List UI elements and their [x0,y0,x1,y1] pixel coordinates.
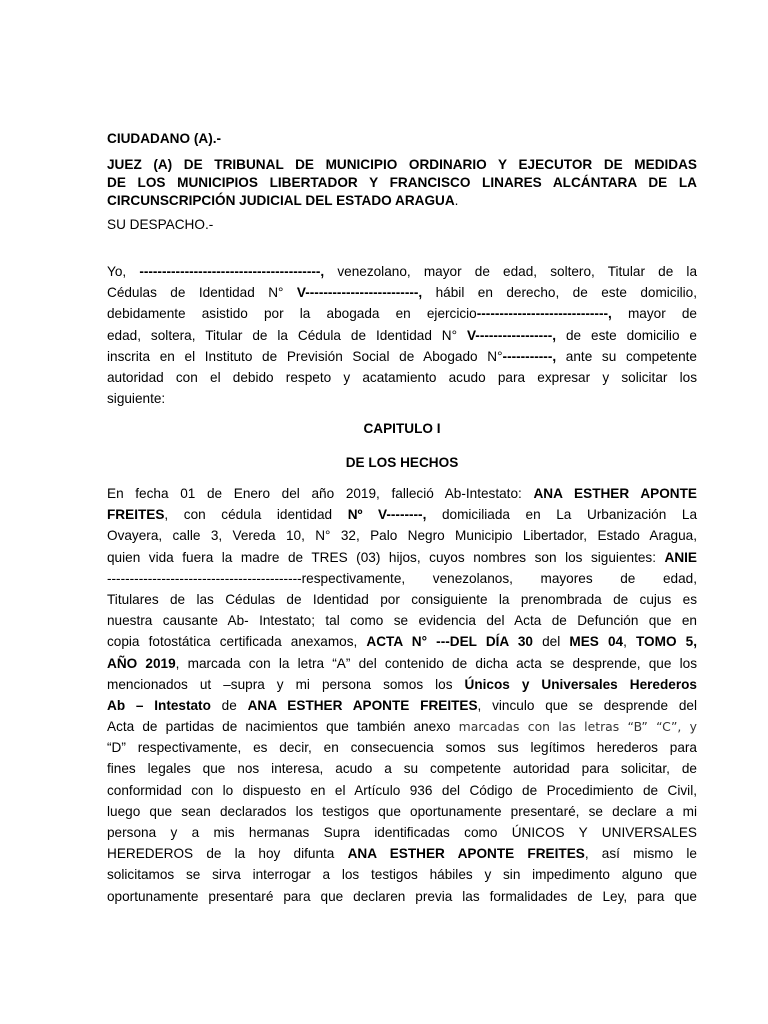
facts-line-2: FREITES, con cédula identidad Nº V--------, domiciliada en La Urbanización La [107,507,698,523]
intro-line-5: inscrita en el Instituto de Previsión Social de Abogado N°-----------, ante su competente [107,348,697,364]
facts-line-13: “D” respectivamente, es decir, en consecuencia somos sus legítimos herederos para [107,740,697,756]
facts-line-15: conformidad con lo dispuesto en el Artículo 936 del Código de Procedimiento de Civil, [107,782,697,798]
facts-line-1: En fecha 01 de Enero del año 2019, falleció Ab-Intestato: ANA ESTHER APONTE [107,486,697,501]
intro-line-1: Yo, ----------------------------------------, venezolano, mayor de edad, soltero, Titular de la [107,264,697,279]
facts-line-9: AÑO 2019, marcada con la letra “A” del contenido de dicha acta se desprende, que los [107,655,697,671]
facts-line-3: Ovayera, calle 3, Vereda 10, N° 32, Palo Negro Municipio Libertador, Estado Aragua, [107,528,697,544]
intro-line-7: siguiente: [107,391,166,407]
facts-line-17: persona y a mis hermanas Supra identificadas como ÚNICOS Y UNIVERSALES [107,825,697,840]
facts-line-10: mencionados ut –supra y mi persona somos los Únicos y Universales Herederos [107,676,697,692]
facts-line-11: Ab – Intestato de ANA ESTHER APONTE FREITES, vinculo que se desprende del [107,697,697,713]
facts-paragraph [107,483,697,907]
intro-line-3: debidamente asistido por la abogada en ejercicio-----------------------------, mayor de [107,306,697,322]
intro-paragraph [107,261,697,409]
facts-line-8: copia fotostática certificada anexamos, ACTA N° ---DEL DÍA 30 del MES 04, TOMO 5, [107,634,697,650]
chapter-title: DE LOS HECHOS [345,455,459,470]
facts-line-20: oportunamente presentaré para que declaren previa las formalidades de Ley, para que [107,888,697,904]
office-line [107,216,697,234]
court-line-1: JUEZ (A) DE TRIBUNAL DE MUNICIPIO ORDINARIO Y EJECUTOR DE MEDIDAS [107,157,697,172]
court-line-3 [107,192,697,210]
addressee-text: CIUDADANO (A).- [107,131,222,146]
facts-line-7: nuestra causante Ab- Intestato; tal como se evidencia del Acta de Defunción que en [107,613,697,629]
facts-line-18: HEREDEROS de la hoy difunta ANA ESTHER APONTE FREITES, así mismo le [107,846,697,862]
court-line-3-text: CIRCUNSCRIPCIÓN JUDICIAL DEL ESTADO ARAGUA [107,193,455,208]
facts-line-19: solicitamos se sirva interrogar a los testigos hábiles y sin impedimento alguno que [107,867,697,883]
intro-line-2: Cédulas de Identidad N° V-------------------------, hábil en derecho, de este domicilio, [107,285,697,301]
court-line-2: DE LOS MUNICIPIOS LIBERTADOR Y FRANCISCO LINARES ALCÁNTARA DE LA [107,175,697,190]
chapter-number: CAPITULO I [363,421,441,436]
facts-line-12: Acta de partidas de nacimientos que también anexo marcadas con las letras “B” “C”, y [107,719,697,735]
facts-line-14: fines legales que nos interesa, acudo a su competente autoridad para solicitar, de [107,761,697,777]
addressee [107,130,697,148]
court-heading [107,156,697,210]
facts-line-6: Titulares de las Cédulas de Identidad por consiguiente la prenombrada de cujus es [107,591,697,607]
facts-line-5: -------------------------------------------respectivamente, venezolanos, mayores de edad, [107,570,697,586]
intro-line-6: autoridad con el debido respeto y acatamiento acudo para expresar y solicitar los [107,369,697,385]
intro-line-4: edad, soltera, Titular de la Cédula de Identidad N° V-----------------, de este domicilio e [107,327,697,343]
office-text: SU DESPACHO.- [107,217,214,232]
facts-line-16: luego que sean declarados los testigos que oportunamente presentaré, se declare a mi [107,803,697,819]
facts-line-4: quien vida fuera la madre de TRES (03) hijos, cuyos nombres son los siguientes: ANIE [107,549,697,565]
court-line-3-end: . [454,193,459,208]
